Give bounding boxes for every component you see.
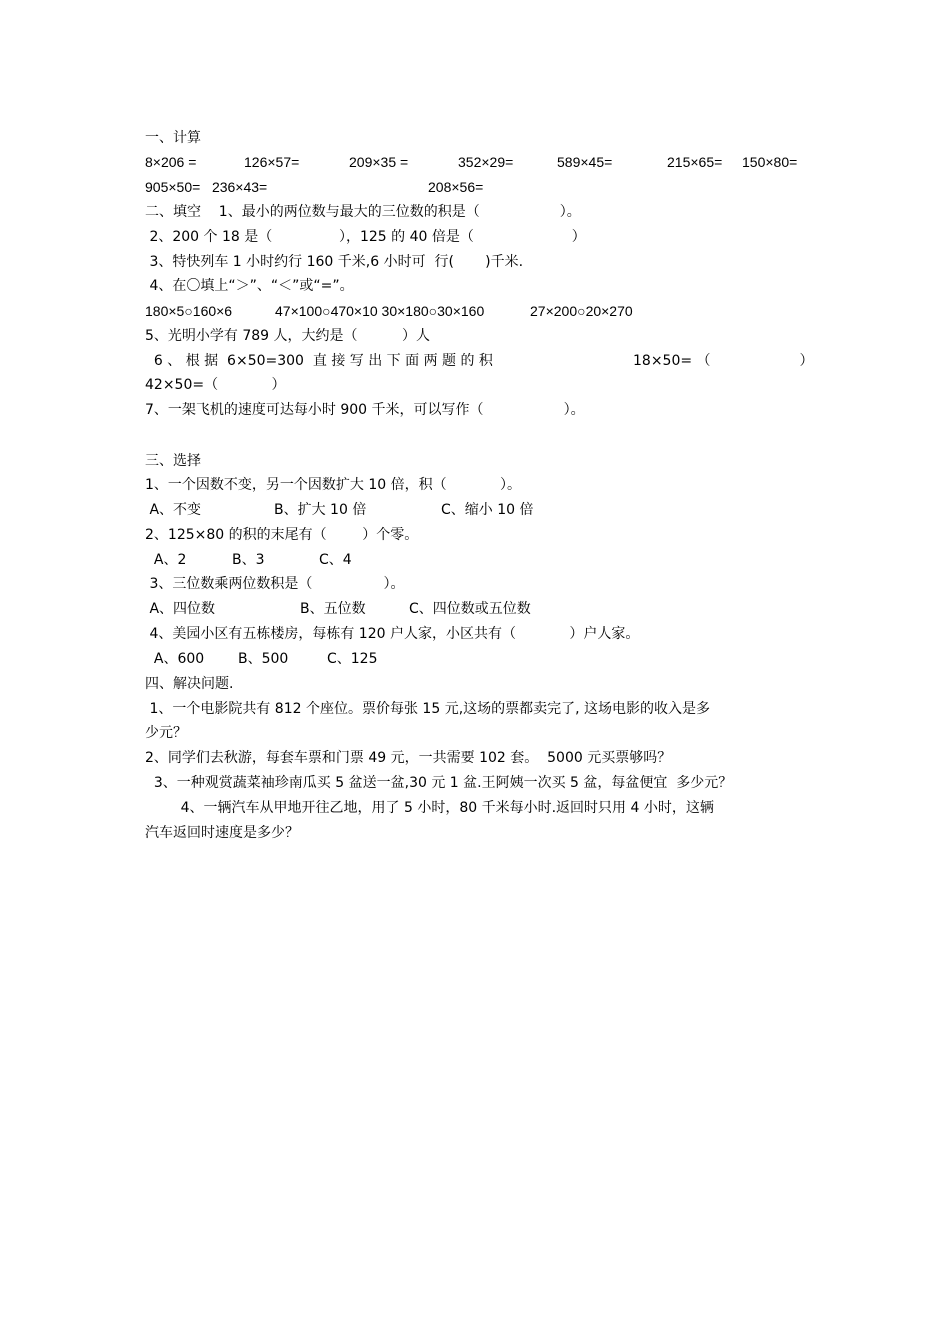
choice-option: B、3	[232, 552, 265, 568]
problem-2: 2、同学们去秋游，每套车票和门票 49 元，一共需要 102 套。 5000 元买票够吗？	[145, 750, 672, 766]
section-3-heading: 三、选择	[145, 453, 201, 469]
choice-question-3: 3、三位数乘两位数积是（ ）。	[145, 576, 405, 592]
fill-question-7: 7、一架飞机的速度可达每小时 900 千米，可以写作（ ）。	[145, 402, 585, 418]
calc-item: 208×56=	[428, 179, 484, 195]
choice-options-2	[145, 550, 815, 570]
calc-row-2	[145, 177, 815, 197]
choice-options-1	[145, 500, 815, 520]
choice-option: A、不变	[145, 502, 202, 518]
choice-question-2: 2、125×80 的积的末尾有（ ）个零。	[145, 527, 419, 543]
compare-item: 27×200○20×270	[530, 303, 633, 319]
choice-option: B、扩大 10 倍	[274, 502, 367, 518]
problem-1-line-2: 少元？	[145, 725, 187, 741]
calc-item: 209×35 =	[349, 154, 409, 170]
fill-question-4: 4、在〇填上“＞”、“＜”或“=”。	[145, 278, 354, 294]
problem-3: 3、一种观赏蔬菜袖珍南瓜买 5 盆送一盆,30 元 1 盆.王阿姨一次买 5 盆，每盆便宜 多少元？	[145, 775, 733, 791]
calc-item: 215×65=	[667, 154, 723, 170]
section-4-heading: 四、解决问题.	[145, 676, 234, 692]
choice-option: A、四位数	[145, 601, 216, 617]
choice-question-1: 1、一个因数不变，另一个因数扩大 10 倍，积（ ）。	[145, 477, 522, 493]
section-1-heading: 一、计算	[145, 130, 201, 146]
fill-question-5: 5、光明小学有 789 人，大约是（ ）人	[145, 328, 431, 344]
choice-option: A、2	[145, 552, 187, 568]
section-2-heading: 二、填空 1、最小的两位数与最大的三位数的积是（ ）。	[145, 204, 581, 220]
fill-question-6-item: 18×50= （ ）	[633, 353, 814, 369]
compare-row	[145, 301, 815, 321]
calc-item: 8×206 =	[145, 154, 197, 170]
compare-item: 180×5○160×6	[145, 303, 233, 319]
compare-item: 47×100○470×10 30×180○30×160	[275, 303, 485, 319]
choice-option: C、缩小 10 倍	[441, 502, 534, 518]
fill-question-6	[145, 351, 815, 371]
choice-options-4	[145, 649, 815, 669]
choice-options-3	[145, 599, 815, 619]
calc-item: 126×57=	[244, 154, 300, 170]
choice-option: C、4	[319, 552, 352, 568]
calc-item: 589×45=	[557, 154, 613, 170]
fill-question-6-item: 42×50=（ ）	[145, 377, 286, 393]
problem-4-line-1: 4、一辆汽车从甲地开往乙地，用了 5 小时，80 千米每小时.返回时只用 4 小时，这辆	[145, 800, 714, 816]
fill-question-6-text: 6 、 根 据 6×50=300 直 接 写 出 下 面 两 题 的 积	[145, 353, 493, 369]
problem-4-line-2: 汽车返回时速度是多少？	[145, 825, 299, 841]
choice-option: B、五位数	[300, 601, 366, 617]
choice-option: A、600	[145, 651, 205, 667]
calc-row-1	[145, 152, 815, 172]
calc-item: 905×50= 236×43=	[145, 179, 268, 195]
fill-question-3: 3、特快列车 1 小时约行 160 千米,6 小时可 行( )千米.	[145, 254, 524, 270]
fill-question-2: 2、200 个 18 是（ ），125 的 40 倍是（ ）	[145, 229, 586, 245]
calc-item: 150×80=	[742, 154, 798, 170]
choice-option: B、500	[238, 651, 289, 667]
choice-question-4: 4、美园小区有五栋楼房，每栋有 120 户人家，小区共有（ ）户人家。	[145, 626, 640, 642]
calc-item: 352×29=	[458, 154, 514, 170]
choice-option: C、125	[327, 651, 378, 667]
problem-1-line-1: 1、一个电影院共有 812 个座位。票价每张 15 元,这场的票都卖完了, 这场电影的收入是多	[145, 701, 711, 717]
choice-option: C、四位数或五位数	[409, 601, 531, 617]
